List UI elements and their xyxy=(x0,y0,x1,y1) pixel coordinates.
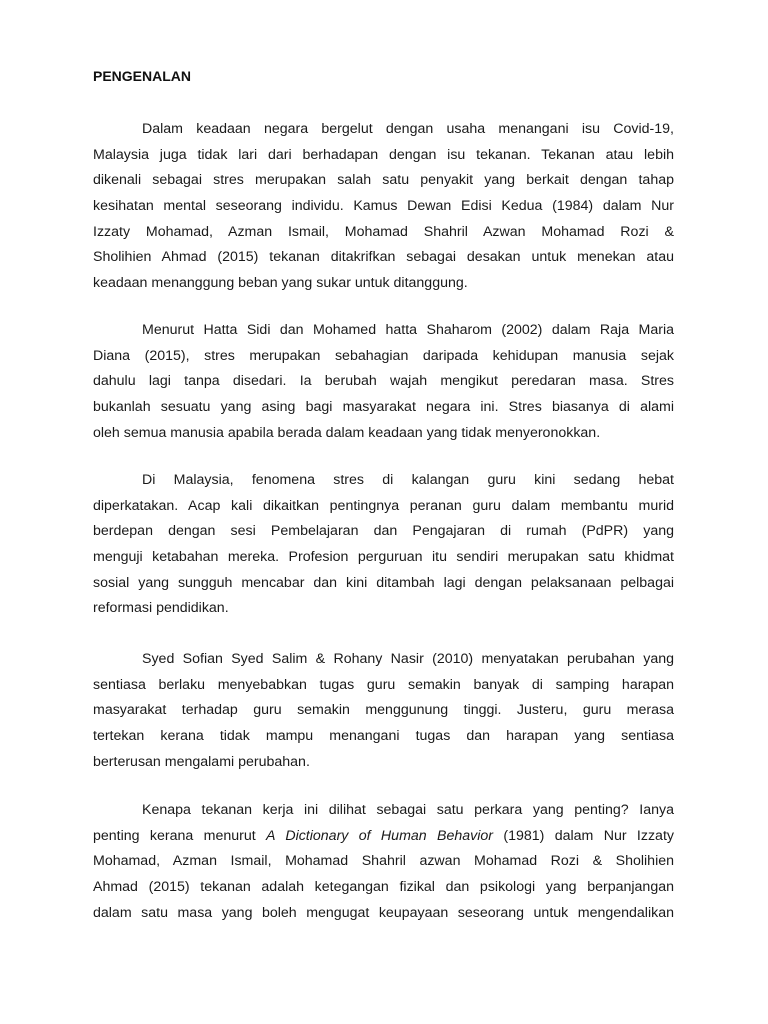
paragraph-line: dahulu lagi tanpa disedari. Ia berubah wajah mengikut peredaran masa. Stres xyxy=(93,373,674,390)
section-heading: PENGENALAN xyxy=(93,68,192,84)
paragraph-1 xyxy=(93,117,674,297)
paragraph-line: kesihatan mental seseorang individu. Kamus Dewan Edisi Kedua (1984) dalam Nur xyxy=(93,198,674,215)
paragraph-line: Di Malaysia, fenomena stres di kalangan guru kini sedang hebat xyxy=(142,472,674,488)
line-text: (1981) dalam Nur Izzaty xyxy=(493,827,674,844)
paragraph-line: Dalam keadaan negara bergelut dengan usaha menangani isu Covid-19, xyxy=(142,121,674,137)
paragraph-line: Syed Sofian Syed Salim & Rohany Nasir (2010) menyatakan perubahan yang xyxy=(142,651,674,667)
paragraph-line: masyarakat terhadap guru semakin menggunung tinggi. Justeru, guru merasa xyxy=(93,702,674,719)
paragraph-line: berdepan dengan sesi Pembelajaran dan Pengajaran di rumah (PdPR) yang xyxy=(93,523,674,540)
paragraph-line xyxy=(93,824,674,850)
paragraph-line: Mohamad, Azman Ismail, Mohamad Shahril azwan Mohamad Rozi & Sholihien xyxy=(93,853,674,870)
paragraph-line: Sholihien Ahmad (2015) tekanan ditakrifkan sebagai desakan untuk menekan atau xyxy=(93,249,674,266)
paragraph-line: sosial yang sungguh mencabar dan kini ditambah lagi dengan pelaksanaan pelbagai xyxy=(93,574,674,591)
paragraph-line: sentiasa berlaku menyebabkan tugas guru semakin banyak di samping harapan xyxy=(93,676,674,693)
paragraph-line: bukanlah sesuatu yang asing bagi masyarakat negara ini. Stres biasanya di alami xyxy=(93,399,674,416)
paragraph-3 xyxy=(93,468,674,622)
paragraph-2 xyxy=(93,318,674,446)
paragraph-line: dalam satu masa yang boleh mengugat keupayaan seseorang untuk mengendalikan xyxy=(93,904,674,921)
paragraph-line: tertekan kerana tidak mampu menangani tugas dan harapan yang sentiasa xyxy=(93,728,674,745)
paragraph-4 xyxy=(93,647,674,775)
paragraph-5 xyxy=(93,798,674,926)
paragraph-line: Menurut Hatta Sidi dan Mohamed hatta Shaharom (2002) dalam Raja Maria xyxy=(142,322,674,338)
paragraph-line: Malaysia juga tidak lari dari berhadapan dengan isu tekanan. Tekanan atau lebih xyxy=(93,146,674,163)
book-title: A Dictionary of Human Behavior xyxy=(266,827,494,844)
paragraph-line: menguji ketabahan mereka. Profesion perguruan itu sendiri merupakan satu khidmat xyxy=(93,549,674,566)
paragraph-line: keadaan menanggung beban yang sukar untuk ditanggung. xyxy=(93,275,468,292)
paragraph-line: berterusan mengalami perubahan. xyxy=(93,753,310,770)
line-text: penting kerana menurut xyxy=(93,827,267,844)
paragraph-line: Ahmad (2015) tekanan adalah ketegangan fizikal dan psikologi yang berpanjangan xyxy=(93,879,674,896)
paragraph-line: Kenapa tekanan kerja ini dilihat sebagai satu perkara yang penting? Ianya xyxy=(142,802,674,818)
paragraph-line: reformasi pendidikan. xyxy=(93,600,229,617)
paragraph-line: oleh semua manusia apabila berada dalam keadaan yang tidak menyeronokkan. xyxy=(93,424,601,441)
paragraph-line: Diana (2015), stres merupakan sebahagian daripada kehidupan manusia sejak xyxy=(93,347,674,364)
paragraph-line: dikenali sebagai stres merupakan salah satu penyakit yang berkait dengan tahap xyxy=(93,172,674,189)
paragraph-line: diperkatakan. Acap kali dikaitkan pentingnya peranan guru dalam membantu murid xyxy=(93,497,674,514)
paragraph-line: Izzaty Mohamad, Azman Ismail, Mohamad Shahril Azwan Mohamad Rozi & xyxy=(93,223,674,240)
